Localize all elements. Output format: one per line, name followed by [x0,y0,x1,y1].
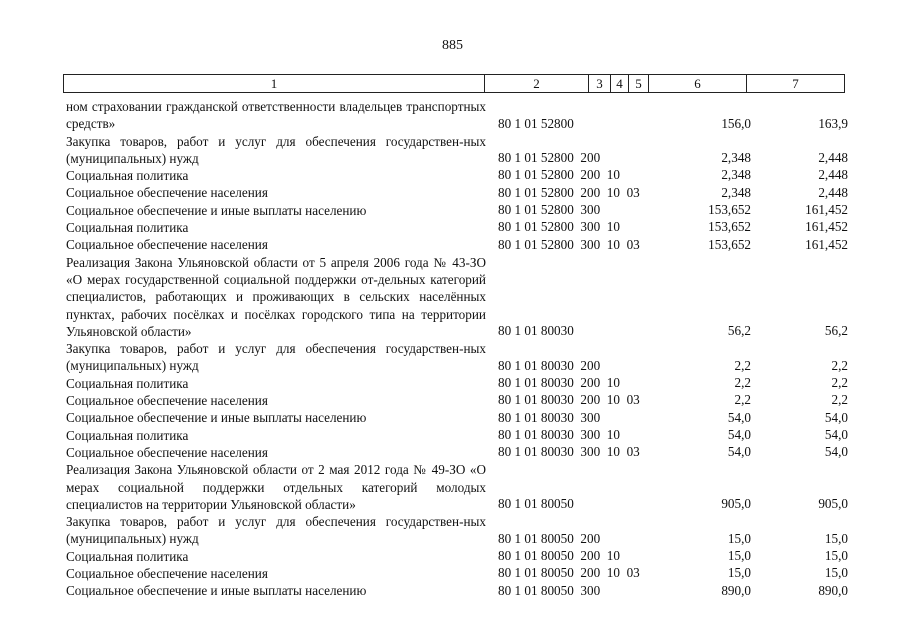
row-description: Реализация Закона Ульяновской области от 5 апреля 2006 года № 43-ЗО «О мерах государственной социальной поддержки от-дельных категорий специалистов, работающих и проживающих в сельских населённых пунктах, рабочих посёлках и посёлках городского типа на территории Ульяновской области» [66,254,486,339]
row-description: Социальная политика [66,375,189,391]
row-value-col7: 161,452 [805,236,848,252]
row-description: Социальное обеспечение и иные выплаты населению [66,202,367,218]
row-description: Реализация Закона Ульяновской области от 2 мая 2012 года № 49-ЗО «О мерах социальной поддержки отдельных категорий молодых специалистов на территории Ульяновской области» [66,462,486,512]
table-row [66,167,856,184]
table-body [66,98,856,600]
table-row [66,565,856,582]
row-code: 80 1 01 52800 300 10 [498,219,620,235]
row-description: Социальная политика [66,548,189,564]
row-value-col6: 54,0 [727,444,751,460]
row-description: Закупка товаров, работ и услуг для обеспечения государствен-ных (муниципальных) нужд [66,133,486,166]
row-value-col6: 153,652 [708,219,751,235]
header-col-3: 3 [588,75,610,92]
row-value-col6: 2,348 [721,150,751,166]
header-col-2: 2 [484,75,588,92]
row-value-col7: 2,448 [818,184,848,200]
row-description: ном страховании гражданской ответственности владельцев транспортных средств» [66,99,486,132]
row-code: 80 1 01 80030 300 [498,409,601,425]
row-description: Социальная политика [66,220,189,236]
row-code: 80 1 01 52800 [498,115,574,131]
row-value-col6: 2,2 [734,375,751,391]
row-code: 80 1 01 80050 200 [498,530,601,546]
row-code: 80 1 01 52800 300 10 03 [498,236,640,252]
row-value-col6: 56,2 [727,323,751,339]
row-value-col7: 161,452 [805,202,848,218]
row-description: Социальное обеспечение и иные выплаты населению [66,583,367,599]
row-code: 80 1 01 80050 300 [498,582,601,598]
row-value-col6: 2,2 [734,392,751,408]
row-value-col7: 890,0 [818,582,848,598]
row-value-col6: 2,2 [734,357,751,373]
table-row [66,375,856,392]
table-row [66,444,856,461]
table-row [66,392,856,409]
row-value-col7: 15,0 [824,565,848,581]
table-row [66,98,856,133]
row-value-col6: 890,0 [721,582,751,598]
row-description: Социальная политика [66,427,189,443]
row-value-col6: 15,0 [727,530,751,546]
row-code: 80 1 01 52800 200 10 [498,167,620,183]
row-code: 80 1 01 80030 200 10 [498,375,620,391]
row-code: 80 1 01 80050 200 10 [498,548,620,564]
row-value-col7: 2,448 [818,150,848,166]
row-description: Социальное обеспечение и иные выплаты населению [66,410,367,426]
table-row [66,582,856,599]
row-value-col6: 54,0 [727,426,751,442]
row-code: 80 1 01 52800 200 10 03 [498,184,640,200]
row-code: 80 1 01 52800 300 [498,202,601,218]
row-code: 80 1 01 80030 300 10 03 [498,444,640,460]
header-col-1: 1 [270,76,278,91]
row-code: 80 1 01 80030 200 10 03 [498,392,640,408]
row-value-col7: 15,0 [824,530,848,546]
row-value-col6: 153,652 [708,202,751,218]
row-value-col7: 54,0 [824,444,848,460]
row-code: 80 1 01 80030 300 10 [498,426,620,442]
table-header [63,74,845,93]
table-row [66,340,856,375]
row-value-col7: 54,0 [824,409,848,425]
header-col-7: 7 [746,75,844,92]
row-value-col7: 2,2 [831,357,848,373]
row-code: 80 1 01 80050 200 10 03 [498,565,640,581]
row-description: Социальное обеспечение населения [66,237,268,253]
row-value-col6: 15,0 [727,548,751,564]
row-description: Социальное обеспечение населения [66,444,268,460]
table-row [66,513,856,548]
row-value-col7: 161,452 [805,219,848,235]
row-code: 80 1 01 80030 [498,323,574,339]
row-description: Закупка товаров, работ и услуг для обеспечения государствен-ных (муниципальных) нужд [66,514,486,547]
table-row [66,184,856,201]
row-value-col7: 54,0 [824,426,848,442]
row-description: Социальное обеспечение населения [66,393,268,409]
table-row [66,202,856,219]
row-code: 80 1 01 52800 200 [498,150,601,166]
row-value-col6: 905,0 [721,496,751,512]
row-value-col7: 2,448 [818,167,848,183]
row-value-col7: 905,0 [818,496,848,512]
table-row [66,133,856,168]
row-description: Закупка товаров, работ и услуг для обеспечения государствен-ных (муниципальных) нужд [66,341,486,374]
table-row [66,548,856,565]
table-row [66,236,856,253]
row-value-col6: 54,0 [727,409,751,425]
row-value-col7: 2,2 [831,375,848,391]
table-row [66,254,856,340]
row-value-col6: 153,652 [708,236,751,252]
table-row [66,219,856,236]
row-description: Социальное обеспечение населения [66,185,268,201]
table-row [66,427,856,444]
row-value-col6: 15,0 [727,565,751,581]
row-description: Социальная политика [66,168,189,184]
row-code: 80 1 01 80050 [498,496,574,512]
row-value-col6: 156,0 [721,115,751,131]
row-code: 80 1 01 80030 200 [498,357,601,373]
row-value-col6: 2,348 [721,184,751,200]
header-col-6: 6 [648,75,746,92]
row-value-col7: 2,2 [831,392,848,408]
row-description: Социальное обеспечение населения [66,566,268,582]
table-row [66,409,856,426]
table-row [66,461,856,513]
row-value-col7: 15,0 [824,548,848,564]
row-value-col6: 2,348 [721,167,751,183]
page-number: 885 [442,38,463,53]
row-value-col7: 163,9 [818,115,848,131]
row-value-col7: 56,2 [824,323,848,339]
header-col-4: 4 [610,75,628,92]
header-col-5: 5 [628,75,648,92]
